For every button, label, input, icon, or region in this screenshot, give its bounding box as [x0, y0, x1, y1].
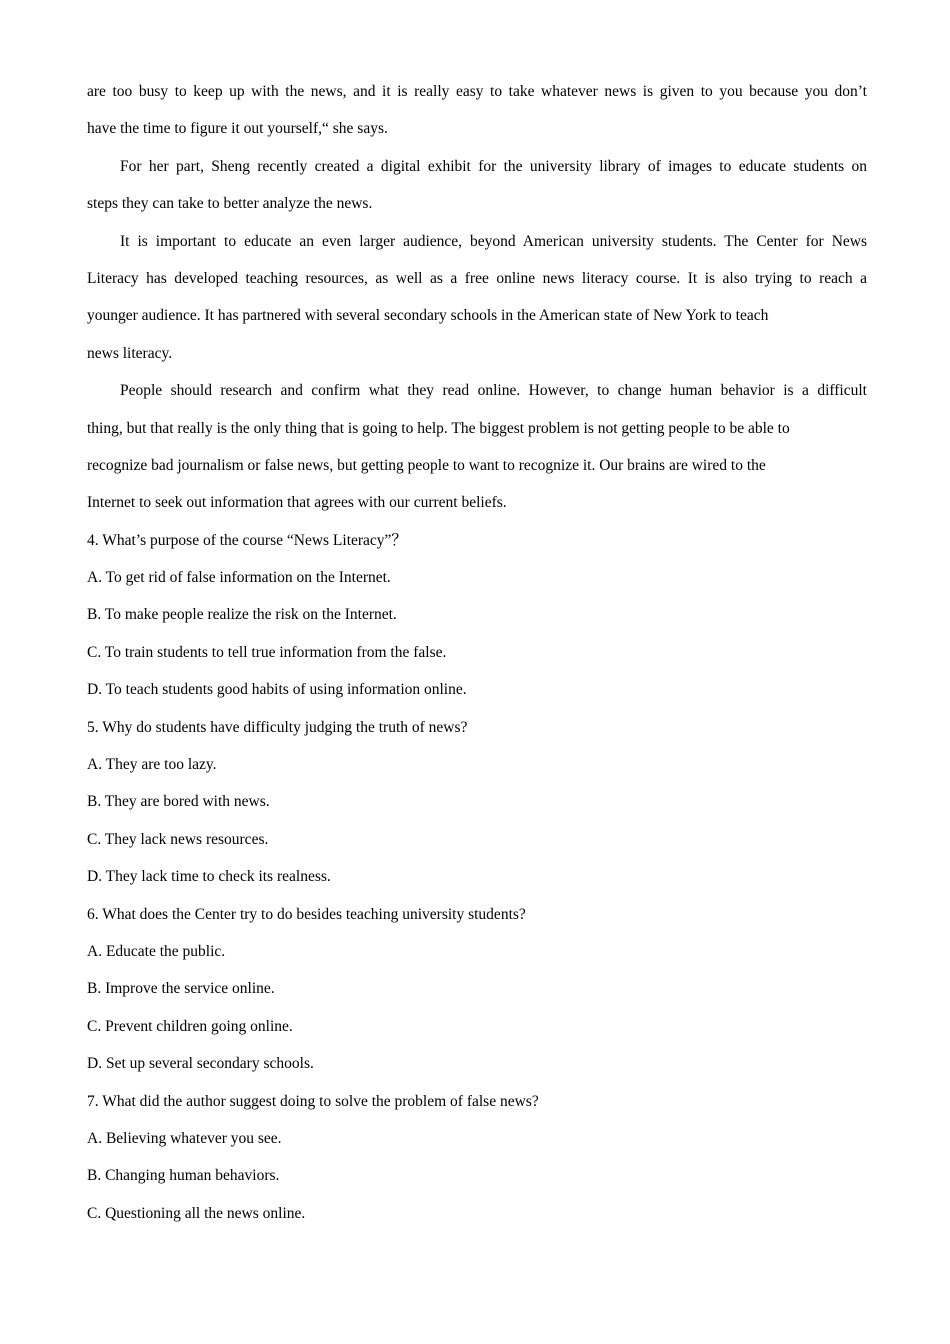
passage-line: younger audience. It has partnered with several secondary schools in the American state of New York to teach [87, 307, 769, 325]
passage-line: Internet to seek out information that agrees with our current beliefs. [87, 494, 507, 512]
answer-option: A. Educate the public. [87, 942, 226, 960]
passage-line: For her part, Sheng recently created a digital exhibit for the university library of images to educate students on [120, 157, 867, 175]
question-stem: 4. What’s purpose of the course “News Literacy”？ [87, 531, 407, 549]
answer-option: B. They are bored with news. [87, 793, 270, 811]
answer-option: D. To teach students good habits of using information online. [87, 681, 467, 699]
passage-line: steps they can take to better analyze the news. [87, 195, 373, 213]
answer-option: C. To train students to tell true information from the false. [87, 643, 447, 661]
passage-line: recognize bad journalism or false news, but getting people to want to recognize it. Our brains are wired to the [87, 456, 766, 474]
passage-line: Literacy has developed teaching resources, as well as a free online news literacy course. It is also trying to reach a [87, 269, 867, 287]
answer-option: A. Believing whatever you see. [87, 1129, 282, 1147]
answer-option: B. Improve the service online. [87, 980, 275, 998]
passage-line: news literacy. [87, 344, 173, 362]
question-block [87, 709, 867, 896]
answer-option: C. They lack news resources. [87, 830, 269, 848]
passage-line: People should research and confirm what they read online. However, to change human behavior is a difficult [120, 382, 867, 400]
answer-option: C. Questioning all the news online. [87, 1204, 306, 1222]
passage-line: are too busy to keep up with the news, and it is really easy to take whatever news is given to you because you don’t [87, 83, 867, 100]
passage-line: thing, but that really is the only thing that is going to help. The biggest problem is not getting people to be able to [87, 419, 790, 437]
answer-option: B. To make people realize the risk on the Internet. [87, 606, 397, 624]
question-stem: 6. What does the Center try to do besides teaching university students? [87, 905, 526, 923]
question-block [87, 522, 867, 709]
question-list [87, 522, 867, 1232]
answer-option: A. To get rid of false information on the Internet. [87, 569, 391, 587]
question-block [87, 1083, 867, 1233]
answer-option: A. They are too lazy. [87, 756, 217, 774]
reading-passage [87, 73, 867, 522]
answer-option: B. Changing human behaviors. [87, 1167, 280, 1185]
question-block [87, 896, 867, 1083]
answer-option: D. Set up several secondary schools. [87, 1055, 314, 1073]
question-stem: 7. What did the author suggest doing to solve the problem of false news? [87, 1092, 539, 1110]
document-page [87, 73, 867, 1232]
passage-line: It is important to educate an even larger audience, beyond American university students. The Center for News [120, 232, 867, 250]
question-stem: 5. Why do students have difficulty judging the truth of news? [87, 718, 468, 736]
answer-option: C. Prevent children going online. [87, 1017, 293, 1035]
answer-option: D. They lack time to check its realness. [87, 868, 331, 886]
passage-line: have the time to figure it out yourself,“ she says. [87, 120, 388, 138]
